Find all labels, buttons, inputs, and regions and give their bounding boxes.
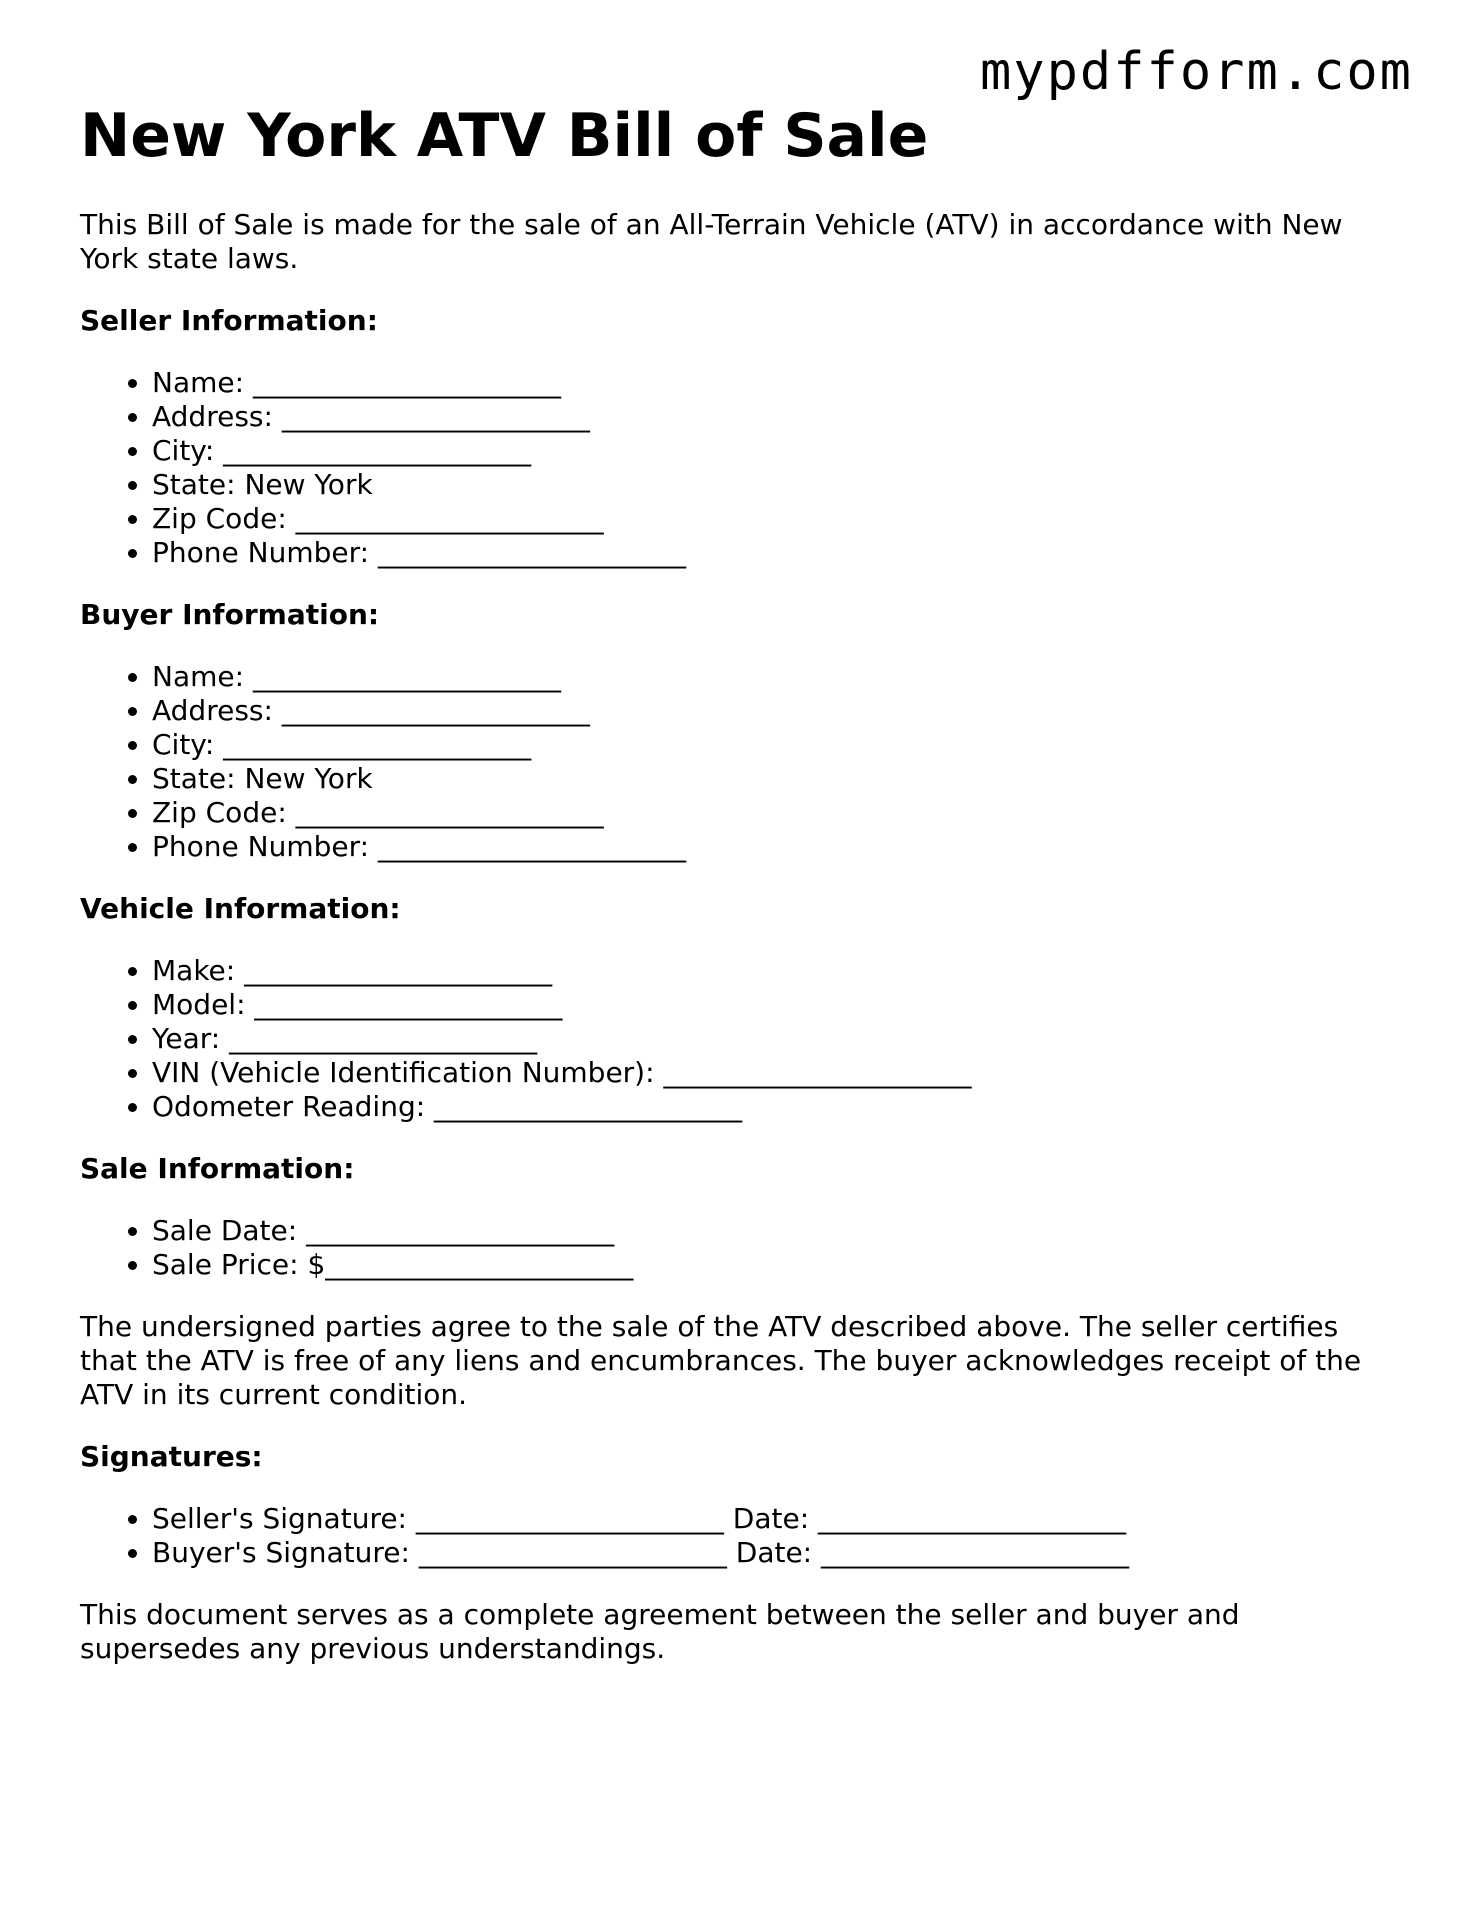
buyer-state-field: • State: New York xyxy=(152,762,1400,796)
vehicle-year-field: • Year: ______________________ xyxy=(152,1022,1400,1056)
sale-price-field: • Sale Price: $______________________ xyxy=(152,1248,1400,1282)
document-body xyxy=(80,208,1400,1694)
buyer-address-field: • Address: ______________________ xyxy=(152,694,1400,728)
buyer-city-field: • City: ______________________ xyxy=(152,728,1400,762)
sale-list xyxy=(80,1214,1400,1282)
vehicle-make-field: • Make: ______________________ xyxy=(152,954,1400,988)
buyer-heading: Buyer Information: xyxy=(80,598,380,631)
seller-state-field: • State: New York xyxy=(152,468,1400,502)
seller-list xyxy=(80,366,1400,570)
sale-date-field: • Sale Date: ______________________ xyxy=(152,1214,1400,1248)
seller-name-field: • Name: ______________________ xyxy=(152,366,1400,400)
seller-address-field: • Address: ______________________ xyxy=(152,400,1400,434)
watermark: mypdfform.com xyxy=(980,42,1413,102)
buyer-signature-field: • Buyer's Signature: ______________________ Date: ______________________ xyxy=(152,1536,1400,1570)
seller-city-field: • City: ______________________ xyxy=(152,434,1400,468)
vehicle-model-field: • Model: ______________________ xyxy=(152,988,1400,1022)
buyer-phone-field: • Phone Number: ______________________ xyxy=(152,830,1400,864)
seller-heading: Seller Information: xyxy=(80,304,378,337)
seller-zip-field: • Zip Code: ______________________ xyxy=(152,502,1400,536)
signatures-heading: Signatures: xyxy=(80,1440,263,1473)
buyer-zip-field: • Zip Code: ______________________ xyxy=(152,796,1400,830)
buyer-list xyxy=(80,660,1400,864)
seller-phone-field: • Phone Number: ______________________ xyxy=(152,536,1400,570)
vehicle-list xyxy=(80,954,1400,1124)
signatures-list xyxy=(80,1502,1400,1570)
agreement-paragraph: The undersigned parties agree to the sale of the ATV described above. The seller certifies that the ATV is free of any liens and encumbrances. The buyer acknowledges receipt of the ATV in its current condition. xyxy=(80,1310,1362,1411)
buyer-name-field: • Name: ______________________ xyxy=(152,660,1400,694)
closing-paragraph: This document serves as a complete agreement between the seller and buyer and supersedes any previous understandings. xyxy=(80,1598,1240,1665)
vehicle-vin-field: • VIN (Vehicle Identification Number): ______________________ xyxy=(152,1056,1400,1090)
vehicle-heading: Vehicle Information: xyxy=(80,892,401,925)
sale-heading: Sale Information: xyxy=(80,1152,355,1185)
intro-paragraph: This Bill of Sale is made for the sale of an All-Terrain Vehicle (ATV) in accordance with New York state laws. xyxy=(80,208,1343,275)
page-title: New York ATV Bill of Sale xyxy=(80,101,929,171)
vehicle-odometer-field: • Odometer Reading: ______________________ xyxy=(152,1090,1400,1124)
seller-signature-field: • Seller's Signature: ______________________ Date: ______________________ xyxy=(152,1502,1400,1536)
